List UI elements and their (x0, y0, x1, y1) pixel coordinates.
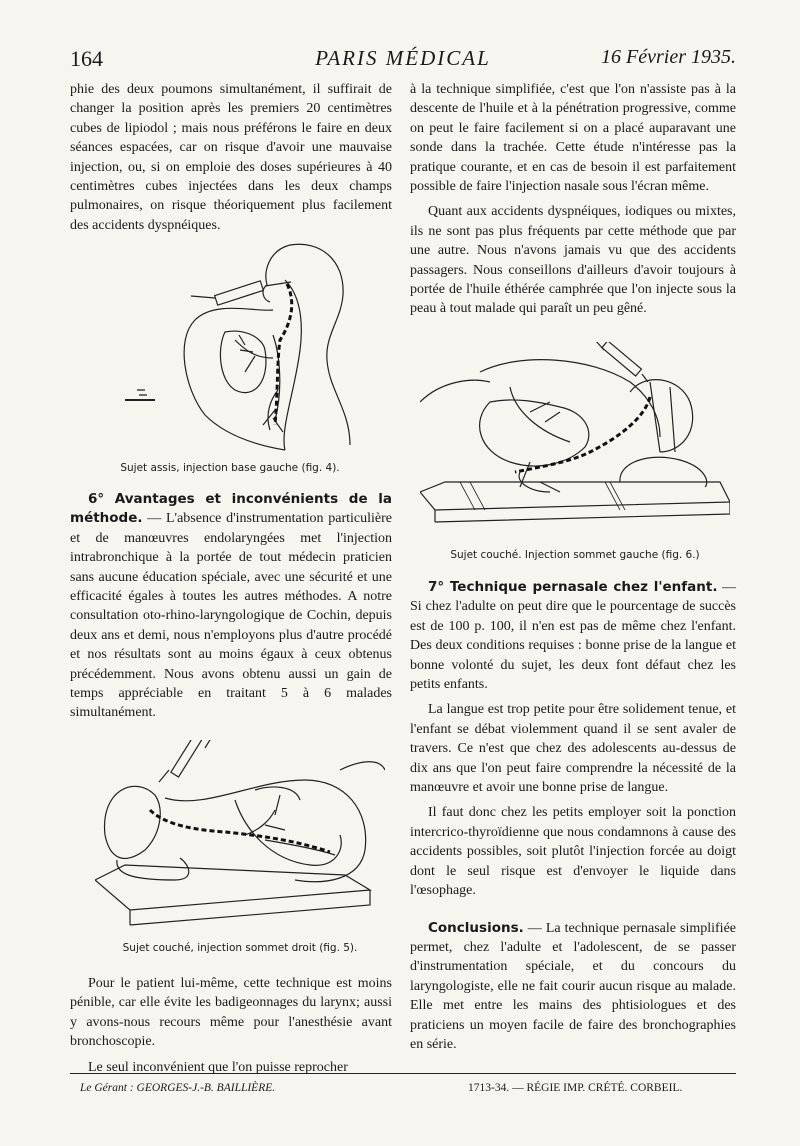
conclusions-text: — La technique pernasale simplifiée permet, chez l'adulte et l'adolescent, de se passer d'instrumentation spéciale, et du concours du laryngologiste, elle ne fait courir aucun risque au malade. Elle met entre les mains des phtisiologues et des praticiens un moyen facile de faire des bronchographies en série. (410, 920, 736, 1052)
running-header (70, 46, 736, 74)
figure-4-illustration (95, 240, 365, 460)
left-column-bottom (70, 974, 392, 1077)
page-number: 164 (70, 46, 103, 71)
conclusions-title: Conclusions. (428, 919, 524, 936)
figure-5-illustration (95, 740, 385, 940)
section-7-title: 7° Technique pernasale chez l'enfant. (428, 579, 718, 595)
footer-divider (70, 1073, 736, 1074)
paragraph-continuation: phie des deux poumons simultanément, il suffirait de changer la position après les premiers 20 centimètres cubes de lipiodol ; mais nous préférons le faire en deux séances espacées, car on risque d'avoir une mauvaise injection, ou, si on emploie des doses supérieures à 40 centimètres cubes injectées dans les deux champs pulmonaires, on risque théoriquement plus facilement des accidents dyspnéiques. (70, 82, 392, 233)
figure-4 (95, 240, 365, 474)
section-6-paragraph (70, 490, 392, 723)
footer-printer: 1713-34. — RÉGIE IMP. CRÉTÉ. CORBEIL. (468, 1082, 683, 1094)
left-column-section-6 (70, 490, 392, 723)
figure-5 (95, 740, 385, 954)
figure-5-caption: Sujet couché, injection sommet droit (fig. 5). (122, 942, 358, 954)
paragraph-continuation-right: à la technique simplifiée, c'est que l'on n'assiste pas à la descente de l'huile et à la pénétration progressive, comme on peut le faire facilement si on a placé auparavant une sonde dans la trachée. Cette étude n'intéresse pas la pratique courante, et en cas de besoin il est parfaitement possible de faire l'injection nasale sous l'écran même. (410, 82, 736, 195)
figure-4-caption: Sujet assis, injection base gauche (fig. 4). (120, 462, 340, 474)
paragraph-accidents: Quant aux accidents dyspnéiques, iodiques ou mixtes, ils ne sont pas plus fréquents par cette méthode que par une autre. Nous n'avons jamais vu que des accidents passagers. Nous conseillons d'ailleurs d'avoir toujours à portée de l'huile éthérée camphrée que l'on injecte sous la peau à tout malade qui paraît un peu gêné. (410, 204, 736, 317)
section-7-text: — Si chez l'adulte on peut dire que le pourcentage de succès est de 100 p. 100, il n'en est pas de même chez l'enfant. Des deux conditions requises : bonne prise de la langue et bonne volonté du sujet, les deux font défaut chez les petits enfants. (410, 580, 736, 693)
section-7-paragraph (410, 578, 736, 694)
right-column-top (410, 80, 736, 319)
section-6-title: 6° Avantages et inconvénients de la méthode. (70, 491, 392, 527)
issue-date: 16 Février 1935. (601, 46, 736, 68)
right-column-section-7 (410, 578, 736, 1054)
paragraph-ponction: Il faut donc chez les petits employer soit la ponction intercrico-thyroïdienne que nous condamnons à cause des accidents possibles, soit plutôt l'injection forcée au doigt dont le seul risque est d'envoyer le liquide dans l'œsophage. (410, 805, 736, 899)
paragraph-inconvenient: Le seul inconvénient que l'on puisse reprocher (88, 1059, 348, 1075)
journal-title: PARIS MÉDICAL (315, 46, 491, 70)
paragraph-patient: Pour le patient lui-même, cette technique est moins pénible, car elle évite les badigeonnages du larynx; aussi y avons-nous recours même pour l'anesthésie avant bronchoscopie. (70, 976, 392, 1050)
figure-6-illustration (420, 342, 730, 547)
section-6-text: — L'absence d'instrumentation particulière et de manœuvres endolaryngées met l'injection intrabronchique à la portée de tout médecin praticien sans aucune éducation spéciale, avec une sécurité et une efficacité égales à toutes les autres méthodes. A notre consultation oto-rhino-laryngologique de Cochin, depuis deux ans et demi, nous n'employons plus d'autre procédé et nos résultats sont au moins égaux à ceux obtenus précédemment. Nous avons obtenu aussi un gain de temps appréciable en traitant 5 à 6 malades simultanément. (70, 511, 392, 721)
figure-6 (420, 342, 730, 561)
footer-manager: Le Gérant : GEORGES-J.-B. BAILLIÈRE. (80, 1082, 276, 1094)
conclusions-paragraph (410, 919, 736, 1055)
left-column-top (70, 80, 392, 235)
paragraph-langue: La langue est trop petite pour être solidement tenue, et l'enfant se débat violemment quand il se sent avaler de travers. Ce n'est que chez des adolescents au-dessus de dix ans que l'on peut faire comprendre la nécessité de la manœuvre et avoir une bonne prise de langue. (410, 702, 736, 796)
figure-6-caption: Sujet couché. Injection sommet gauche (fig. 6.) (450, 549, 700, 561)
